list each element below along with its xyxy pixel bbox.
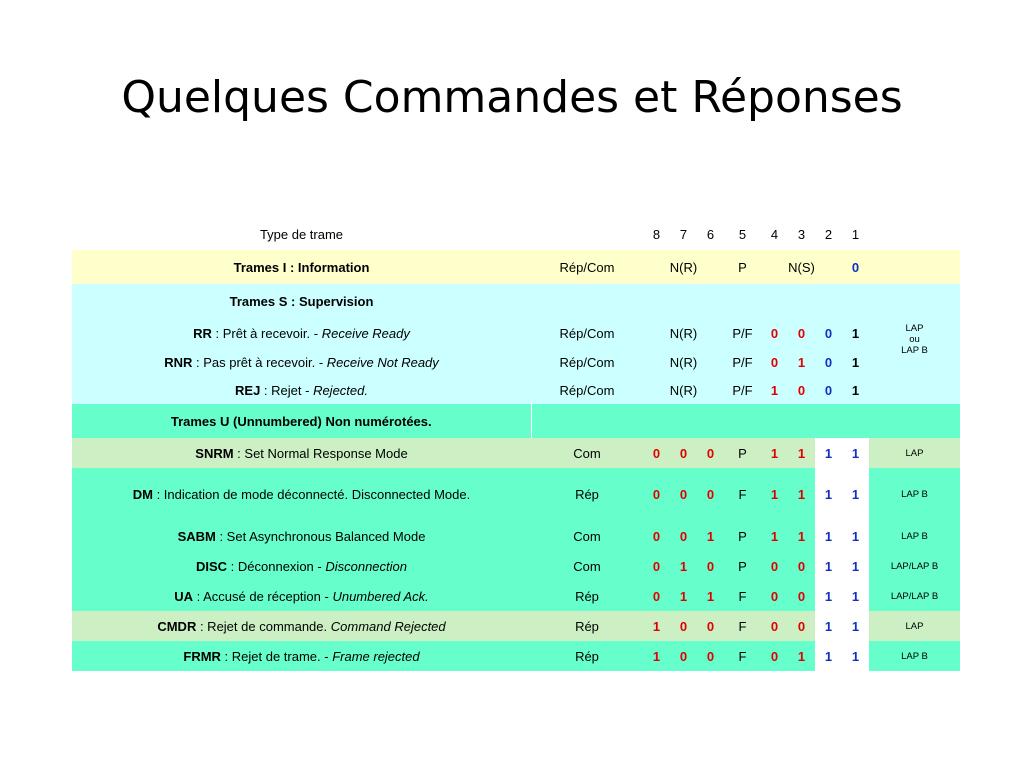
frame-description: : Rejet -: [260, 383, 314, 398]
nr-field: N(R): [643, 348, 724, 377]
direction: Rép/Com: [531, 319, 643, 348]
frame-code: FRMR: [183, 648, 221, 664]
bit-6: 0: [697, 438, 724, 468]
row-name: [72, 611, 531, 641]
frame-description: : Rejet de commande.: [196, 618, 331, 634]
bit-2: 0: [815, 319, 842, 348]
bit-4: 0: [761, 319, 788, 348]
direction: Com: [531, 551, 643, 581]
bit-8: 1: [643, 641, 670, 671]
bit-3: 1: [788, 468, 815, 521]
pf-bit: F: [724, 468, 761, 521]
bit-5-header: 5: [724, 218, 761, 250]
bit-6: 1: [697, 521, 724, 551]
bit-3: 0: [788, 611, 815, 641]
row-name: [72, 521, 531, 551]
bit-1: 1: [842, 611, 869, 641]
pf-bit: P: [724, 438, 761, 468]
row-name: [72, 551, 531, 581]
header-row: [72, 218, 960, 250]
table-row: [72, 348, 960, 377]
protocol: LAP B: [869, 521, 960, 551]
bit-2: 1: [815, 468, 842, 521]
direction: Rép/Com: [531, 348, 643, 377]
table-row: [72, 611, 960, 641]
protocol: LAP/LAP B: [869, 551, 960, 581]
bit-2: 1: [815, 438, 842, 468]
bit-1-header: 1: [842, 218, 869, 250]
row-name: [72, 348, 531, 377]
bit-8: 0: [643, 468, 670, 521]
frame-description: : Indication de mode déconnecté. Disconnected Mode.: [152, 487, 471, 502]
bit-3: 1: [788, 521, 815, 551]
bit-1: 1: [842, 319, 869, 348]
frame-description: : Accusé de réception -: [192, 588, 333, 604]
bit-7: 1: [670, 581, 697, 611]
table-row: [72, 641, 960, 671]
bit-1: 1: [842, 438, 869, 468]
frame-english-name: Command Rejected: [330, 618, 446, 634]
bit-1: 1: [842, 521, 869, 551]
pf-bit: P/F: [724, 348, 761, 377]
bit-4: 1: [761, 468, 788, 521]
bit-2: 1: [815, 551, 842, 581]
bit-4: 0: [761, 641, 788, 671]
bit-6: 0: [697, 468, 724, 521]
info-direction: Rép/Com: [531, 250, 643, 284]
nr-field: N(R): [643, 319, 724, 348]
bit-6: 1: [697, 581, 724, 611]
bit-6: 0: [697, 551, 724, 581]
frame-english-name: Frame rejected: [332, 648, 420, 664]
supervision-heading: Trames S : Supervision: [72, 284, 531, 319]
bit-1: 1: [842, 377, 869, 404]
info-nr: N(R): [643, 250, 724, 284]
protocol: LAP B: [869, 641, 960, 671]
bit-3: 0: [788, 377, 815, 404]
bit-2: 1: [815, 641, 842, 671]
frame-english-name: Receive Ready: [321, 326, 410, 341]
bit-2-header: 2: [815, 218, 842, 250]
bit-7-header: 7: [670, 218, 697, 250]
bit-3: 0: [788, 551, 815, 581]
bit-1: 1: [842, 551, 869, 581]
protocol-lapb: LAP B: [901, 345, 928, 356]
bit-3: 0: [788, 319, 815, 348]
frame-code: REJ: [235, 383, 261, 398]
bit-8: 0: [643, 438, 670, 468]
bit-4: 0: [761, 611, 788, 641]
bit-6: 0: [697, 641, 724, 671]
frame-code: DM: [132, 487, 153, 502]
info-p: P: [724, 250, 761, 284]
frame-code: SABM: [177, 528, 216, 544]
frame-code: RR: [193, 326, 212, 341]
header-type: Type de trame: [72, 218, 531, 250]
table-row: [72, 581, 960, 611]
direction: Rép: [531, 611, 643, 641]
protocol: LAP B: [869, 468, 960, 521]
bit-4: 0: [761, 551, 788, 581]
frame-description: : Rejet de trame. -: [220, 648, 333, 664]
protocol-or: ou: [909, 334, 920, 345]
bit-2: 0: [815, 348, 842, 377]
frame-code: RNR: [164, 355, 193, 370]
bit-3: 1: [788, 348, 815, 377]
frame-code: DISC: [196, 558, 228, 574]
bit-3: 0: [788, 581, 815, 611]
frame-code: CMDR: [157, 618, 197, 634]
unnumbered-heading: Trames U (Unnumbered) Non numérotées.: [72, 404, 531, 438]
frame-english-name: Unumbered Ack.: [332, 588, 429, 604]
info-frame-label: Trames I : Information: [72, 250, 531, 284]
frame-description: : Déconnexion -: [227, 558, 326, 574]
bit-7: 0: [670, 438, 697, 468]
table-row: [72, 551, 960, 581]
pf-bit: P: [724, 551, 761, 581]
pf-bit: F: [724, 641, 761, 671]
direction: Rép: [531, 641, 643, 671]
frame-description: : Prêt à recevoir. -: [211, 326, 322, 341]
direction: Com: [531, 438, 643, 468]
bit-1: 1: [842, 348, 869, 377]
row-name: [72, 581, 531, 611]
direction: Rép: [531, 581, 643, 611]
protocol-lap: LAP: [905, 323, 924, 334]
pf-bit: P: [724, 521, 761, 551]
table-row: [72, 319, 960, 348]
frame-code: SNRM: [195, 445, 234, 461]
bit-8: 1: [643, 611, 670, 641]
table-row: [72, 468, 960, 521]
slide-title: Quelques Commandes et Réponses: [121, 72, 903, 123]
protocol: LAP: [869, 611, 960, 641]
info-frame-row: [72, 250, 960, 284]
pf-bit: P/F: [724, 377, 761, 404]
bit-3: 1: [788, 641, 815, 671]
bit-4: 1: [761, 521, 788, 551]
bit-2: 0: [815, 377, 842, 404]
table-row: [72, 438, 960, 468]
row-name: [72, 641, 531, 671]
pf-bit: P/F: [724, 319, 761, 348]
row-name: [72, 377, 531, 404]
bit-3-header: 3: [788, 218, 815, 250]
bit-2: 1: [815, 521, 842, 551]
bit-4: 0: [761, 348, 788, 377]
frame-types-table: [72, 218, 960, 671]
bit-6: 0: [697, 611, 724, 641]
bit-4: 1: [761, 438, 788, 468]
bit-7: 0: [670, 641, 697, 671]
frame-description: : Set Asynchronous Balanced Mode: [215, 528, 426, 544]
bit-1: 1: [842, 641, 869, 671]
bit-8: 0: [643, 581, 670, 611]
supervision-protocol: [869, 319, 960, 404]
bit-7: 1: [670, 551, 697, 581]
bit-1: 1: [842, 581, 869, 611]
nr-field: N(R): [643, 377, 724, 404]
supervision-heading-row: [72, 284, 960, 319]
info-bit-1: 0: [842, 250, 869, 284]
pf-bit: F: [724, 611, 761, 641]
bit-7: 0: [670, 468, 697, 521]
bit-3: 1: [788, 438, 815, 468]
bit-6-header: 6: [697, 218, 724, 250]
bit-4: 0: [761, 581, 788, 611]
bit-4: 1: [761, 377, 788, 404]
pf-bit: F: [724, 581, 761, 611]
protocol: LAP/LAP B: [869, 581, 960, 611]
table-row: [72, 377, 960, 404]
row-name: [72, 468, 531, 521]
info-ns: N(S): [761, 250, 842, 284]
table-row: [72, 521, 960, 551]
frame-english-name: Receive Not Ready: [326, 355, 439, 370]
frame-english-name: Rejected.: [313, 383, 368, 398]
bit-1: 1: [842, 468, 869, 521]
bit-7: 0: [670, 521, 697, 551]
frame-description: : Set Normal Response Mode: [233, 445, 408, 461]
bit-2: 1: [815, 611, 842, 641]
unnumbered-heading-row: [72, 404, 960, 438]
bit-8-header: 8: [643, 218, 670, 250]
bit-8: 0: [643, 521, 670, 551]
bit-7: 0: [670, 611, 697, 641]
direction: Rép/Com: [531, 377, 643, 404]
row-name: [72, 319, 531, 348]
frame-english-name: Disconnection: [325, 558, 407, 574]
protocol: LAP: [869, 438, 960, 468]
direction: Com: [531, 521, 643, 551]
frame-code: UA: [174, 588, 193, 604]
bit-8: 0: [643, 551, 670, 581]
bit-2: 1: [815, 581, 842, 611]
frame-description: : Pas prêt à recevoir. -: [192, 355, 327, 370]
bit-4-header: 4: [761, 218, 788, 250]
direction: Rép: [531, 468, 643, 521]
row-name: [72, 438, 531, 468]
